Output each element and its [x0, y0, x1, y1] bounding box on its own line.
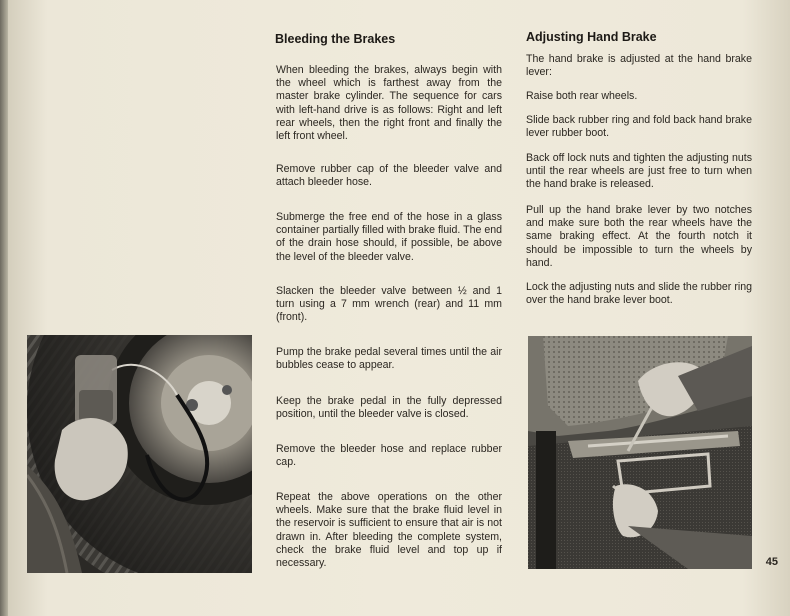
- hand-brake-paragraph-6: Lock the adjusting nuts and slide the rubber ring over the hand brake lever boot.: [526, 281, 752, 307]
- hand-brake-paragraph-4: Back off lock nuts and tighten the adjusting nuts until the rear wheels are just free to turn when the hand brake is released.: [526, 152, 752, 191]
- page-edge: [0, 0, 8, 616]
- hand-brake-heading: Adjusting Hand Brake: [526, 30, 657, 44]
- hand-brake-paragraph-5: Pull up the hand brake lever by two notches and make sure both the rear wheels have the same braking effect. At the fourth notch it should be impossible to turn the wheels by hand.: [526, 204, 752, 269]
- page-number: 45: [765, 556, 778, 568]
- bleeding-paragraph-1: When bleeding the brakes, always begin with the wheel which is farthest away from the master brake cylinder. The sequence for cars with left-hand drive is as follows: Right and left rear wheels, then the right front and finally the left front wheel.: [276, 64, 502, 143]
- bleeding-paragraph-8: Repeat the above operations on the other wheels. Make sure that the brake fluid level in the reservoir is sufficient to ensure that air is not drawn in. After bleeding the complete system, check the brake fluid level and top up if necessary.: [276, 491, 502, 570]
- bleeding-paragraph-6: Keep the brake pedal in the fully depressed position, until the bleeder valve is closed.: [276, 395, 502, 421]
- bleeding-paragraph-4: Slacken the bleeder valve between ½ and 1 turn using a 7 mm wrench (rear) and 11 mm (front).: [276, 285, 502, 324]
- bleeding-paragraph-2: Remove rubber cap of the bleeder valve and attach bleeder hose.: [276, 163, 502, 189]
- hand-brake-paragraph-1: The hand brake is adjusted at the hand brake lever:: [526, 53, 752, 79]
- hand-brake-paragraph-3: Slide back rubber ring and fold back hand brake lever rubber boot.: [526, 114, 752, 140]
- bleeding-heading: Bleeding the Brakes: [275, 32, 396, 46]
- bleeding-paragraph-3: Submerge the free end of the hose in a glass container partially filled with brake fluid. The end of the drain hose should, if possible, be above the level of the bleeder valve.: [276, 211, 502, 263]
- bleeding-paragraph-7: Remove the bleeder hose and replace rubber cap.: [276, 443, 502, 469]
- hand-brake-paragraph-2: Raise both rear wheels.: [526, 90, 638, 102]
- hand-brake-photo: [528, 336, 752, 569]
- bleeding-paragraph-5: Pump the brake pedal several times until the air bubbles cease to appear.: [276, 346, 502, 372]
- brake-bleeding-photo: [27, 335, 252, 573]
